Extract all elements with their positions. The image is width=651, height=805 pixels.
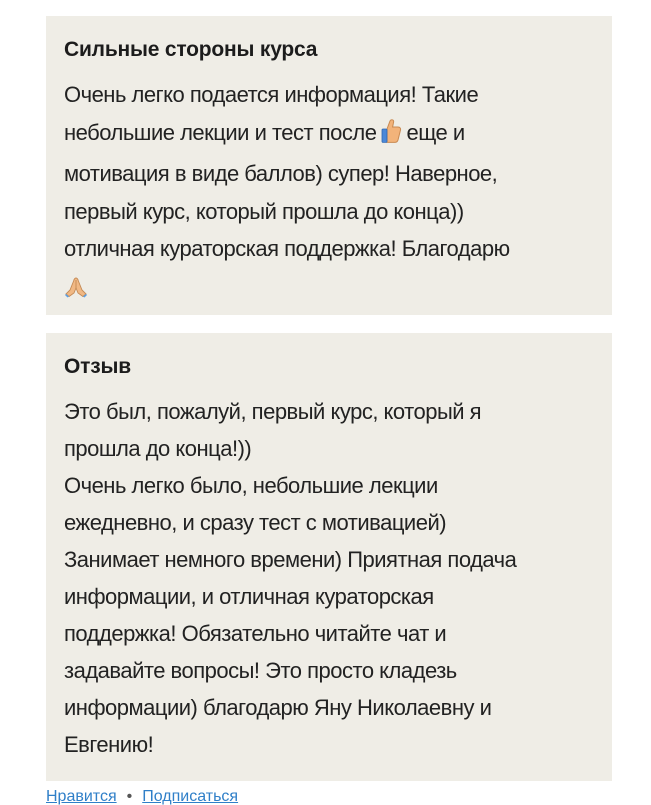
feedback-title: Отзыв <box>64 355 131 378</box>
feedback-line: Очень легко было, небольшие лекции <box>64 473 438 498</box>
feedback-line: информации) благодарю Яну Николаевну и <box>64 695 492 720</box>
feedback-card <box>46 333 612 781</box>
strengths-line: мотивация в виде баллов) супер! Наверное, <box>64 161 498 186</box>
strengths-line <box>64 268 594 310</box>
feedback-line: Евгению! <box>64 732 154 757</box>
feedback-line: поддержка! Обязательно читайте чат и <box>64 621 447 646</box>
folded-hands-icon <box>64 272 88 310</box>
feedback-text <box>64 393 594 763</box>
strengths-line <box>64 114 594 156</box>
strengths-line: первый курс, который прошла до конца)) <box>64 198 464 224</box>
strengths-line-part: небольшие лекции и тест после <box>64 119 377 145</box>
strengths-title: Сильные стороны курса <box>64 38 318 61</box>
strengths-line-part: еще и <box>406 119 465 145</box>
feedback-line: Это был, пожалуй, первый курс, который я <box>64 399 482 424</box>
post-actions <box>46 788 238 805</box>
subscribe-link[interactable]: Подписаться <box>142 788 239 805</box>
like-link[interactable]: Нравится <box>46 788 117 805</box>
strengths-line: отличная кураторская поддержка! Благодарю <box>64 236 510 261</box>
feedback-line: ежедневно, и сразу тест с мотивацией) <box>64 510 447 535</box>
thumbs-up-icon <box>380 118 402 156</box>
separator-dot: • <box>126 788 133 805</box>
feedback-line: задавайте вопросы! Это просто кладезь <box>64 658 457 683</box>
feedback-line: информации, и отличная кураторская <box>64 584 434 609</box>
strengths-card <box>46 16 612 315</box>
feedback-line: прошла до конца!)) <box>64 436 252 461</box>
strengths-text <box>64 76 594 309</box>
feedback-line: Занимает немного времени) Приятная подача <box>64 547 517 572</box>
strengths-line: Очень легко подается информация! Такие <box>64 82 479 107</box>
